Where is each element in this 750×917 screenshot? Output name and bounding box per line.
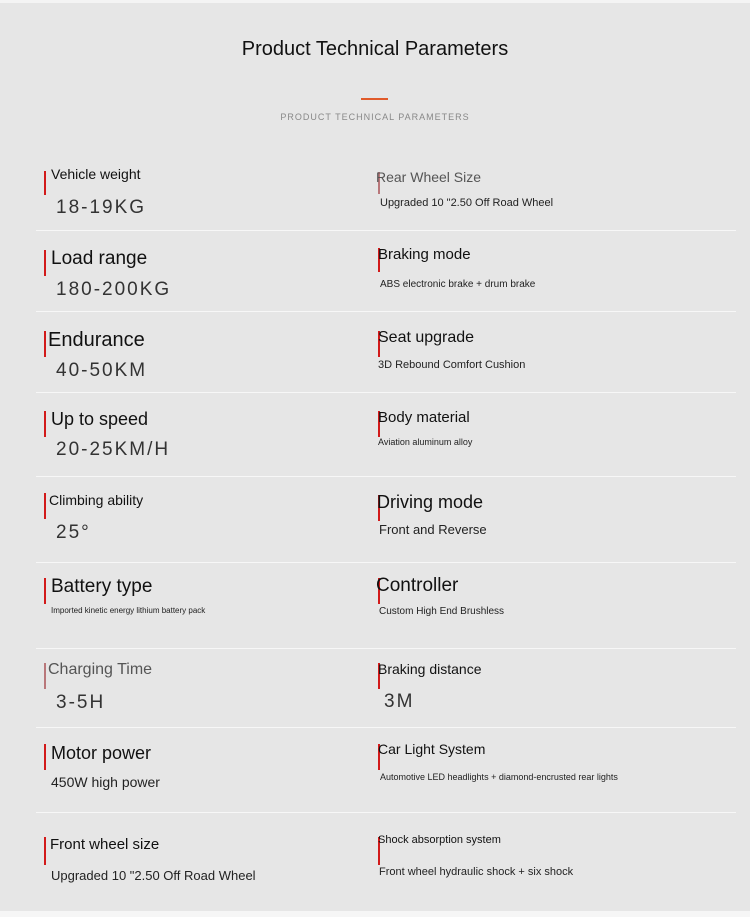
spec-value: Imported kinetic energy lithium battery pack: [51, 606, 206, 615]
spec-row: [36, 163, 736, 229]
spec-value: 20-25KM/H: [56, 439, 171, 460]
spec-row: [36, 738, 736, 812]
spec-cell-load-range: [36, 241, 356, 311]
spec-value: 450W high power: [51, 774, 160, 790]
spec-cell-vehicle-weight: [36, 163, 356, 229]
spec-label: Shock absorption system: [378, 834, 501, 846]
row-divider: [36, 648, 736, 649]
red-marker: [44, 837, 46, 865]
spec-label: Load range: [51, 248, 148, 269]
spec-cell-up-to-speed: [36, 403, 356, 475]
spec-value: 25°: [56, 522, 91, 543]
page-title: Product Technical Parameters: [241, 38, 509, 60]
spec-value: ABS electronic brake + drum brake: [380, 279, 536, 290]
spec-label: Driving mode: [377, 492, 484, 512]
spec-row: [36, 241, 736, 311]
spec-label: Endurance: [48, 329, 145, 351]
spec-cell-controller: [370, 573, 730, 647]
spec-value: Automotive LED headlights + diamond-encrusted rear lights: [380, 772, 618, 782]
spec-label: Car Light System: [378, 741, 486, 757]
spec-label: Controller: [376, 575, 459, 596]
row-divider: [36, 230, 736, 231]
spec-label: Front wheel size: [50, 836, 160, 853]
row-divider: [36, 562, 736, 563]
spec-row: [36, 323, 736, 391]
spec-value: Front wheel hydraulic shock + six shock: [379, 866, 574, 878]
spec-cell-battery-type: [36, 573, 356, 647]
spec-value: 18-19KG: [56, 197, 147, 218]
red-marker: [44, 493, 46, 519]
spec-value: 3M: [384, 691, 415, 712]
spec-cell-motor-power: [36, 738, 356, 812]
red-marker: [44, 578, 46, 604]
spec-cell-endurance: [36, 323, 356, 391]
spec-label: Seat upgrade: [378, 329, 475, 346]
red-marker: [44, 331, 46, 357]
spec-value: Upgraded 10 "2.50 Off Road Wheel: [51, 868, 256, 883]
spec-cell-charging-time: [36, 657, 356, 727]
spec-value: 40-50KM: [56, 360, 148, 381]
spec-row: [36, 487, 736, 561]
spec-cell-braking-mode: [370, 241, 730, 311]
spec-cell-climbing-ability: [36, 487, 356, 561]
row-divider: [36, 812, 736, 813]
spec-label: Braking mode: [378, 246, 471, 263]
spec-label: Climbing ability: [49, 492, 144, 508]
spec-label: Vehicle weight: [51, 166, 141, 182]
red-marker: [44, 663, 46, 689]
spec-label: Rear Wheel Size: [376, 169, 482, 185]
spec-label: Up to speed: [51, 409, 149, 429]
spec-cell-seat-upgrade: [370, 323, 730, 391]
spec-row: [36, 403, 736, 475]
spec-label: Motor power: [51, 743, 152, 763]
spec-label: Braking distance: [378, 661, 482, 677]
red-marker: [44, 411, 46, 437]
spec-label: Charging Time: [48, 661, 153, 678]
spec-cell-car-light-system: [370, 738, 730, 812]
spec-row: [36, 657, 736, 727]
red-marker: [44, 250, 46, 276]
row-divider: [36, 311, 736, 312]
spec-value: 180-200KG: [56, 279, 172, 300]
spec-value: 3-5H: [56, 692, 106, 713]
spec-cell-body-material: [370, 403, 730, 475]
row-divider: [36, 476, 736, 477]
spec-value: Upgraded 10 "2.50 Off Road Wheel: [380, 197, 554, 209]
spec-label: Battery type: [51, 576, 153, 597]
spec-row: [36, 831, 736, 901]
page-subtitle: PRODUCT TECHNICAL PARAMETERS: [280, 112, 470, 122]
spec-cell-front-wheel-size: [36, 831, 356, 901]
row-divider: [36, 727, 736, 728]
row-divider: [36, 392, 736, 393]
red-marker: [44, 171, 46, 195]
spec-value: Custom High End Brushless: [379, 606, 505, 617]
spec-cell-rear-wheel-size: [370, 163, 730, 229]
red-marker: [44, 744, 46, 770]
spec-value: 3D Rebound Comfort Cushion: [378, 359, 526, 371]
title-accent-line: [361, 98, 388, 100]
spec-cell-braking-distance: [370, 657, 730, 727]
spec-row: [36, 573, 736, 647]
spec-value: Aviation aluminum alloy: [378, 437, 473, 447]
spec-cell-shock-absorption-system: [370, 831, 730, 901]
spec-cell-driving-mode: [370, 487, 730, 561]
spec-value: Front and Reverse: [379, 522, 487, 537]
spec-label: Body material: [378, 409, 470, 426]
